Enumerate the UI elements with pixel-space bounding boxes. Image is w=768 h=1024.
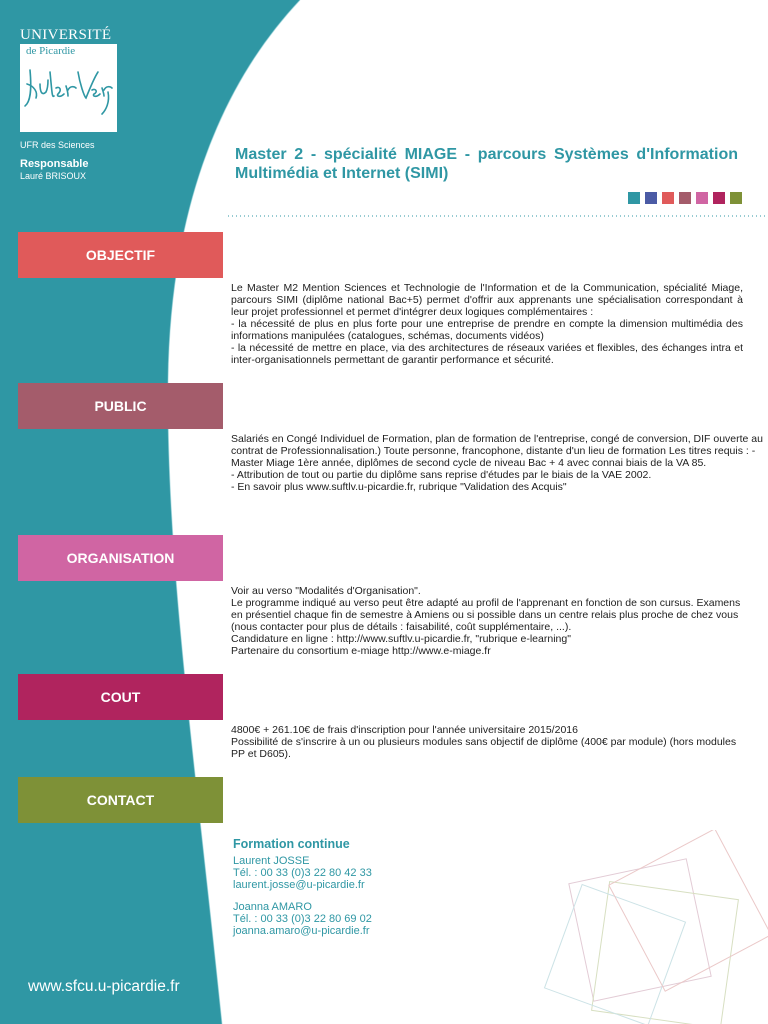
swatch — [696, 192, 708, 204]
swatch — [713, 192, 725, 204]
section-label-contact: CONTACT — [18, 777, 223, 823]
section-label-objectif: OBJECTIF — [18, 232, 223, 278]
decorative-squares — [520, 830, 768, 1024]
responsable-name: Lauré BRISOUX — [20, 171, 87, 181]
objectif-text: Le Master M2 Mention Sciences et Technologie de l'Information et de la Communication, spécialité Miage, parcours SIMI (diplôme national Bac+5) permet d'offrir aux apprenants une spécialisation correspondant à leur projet professionnel et permet d'intégrer deux logiques complémentaires : - la nécessité de plus en plus forte pour une entreprise de prendre en compte la dimension multimédia des informations manipulées (catalogues, schémas, documents vidéos) - la nécessité de mettre en place, via des architectures de réseaux variées et flexibles, des échanges intra et inter-organisationnels permettant de garantir performance et sécurité. — [231, 282, 743, 366]
contact-email[interactable]: joanna.amaro@u-picardie.fr — [233, 925, 370, 937]
swatch — [628, 192, 640, 204]
contact-email[interactable]: laurent.josse@u-picardie.fr — [233, 879, 365, 891]
contact-name: Joanna AMARO — [233, 901, 312, 913]
section-label-cout: COUT — [18, 674, 223, 720]
responsable-label: Responsable — [20, 158, 89, 170]
contact-title: Formation continue — [233, 837, 350, 851]
contact-phone: Tél. : 00 33 (0)3 22 80 69 02 — [233, 913, 372, 925]
contact-block — [233, 838, 372, 937]
university-name: UNIVERSITÉ — [20, 27, 112, 43]
public-text: Salariés en Congé Individuel de Formation, plan de formation de l'entreprise, congé de conversion, DIF ouverte au contrat de Professionnalisation.) Toute personne, francophone, distante d'un lieu de formation Les titres requis : - Master Miage 1ère année, diplômes de second cycle de niveau Bac + 4 avec connai biais de la VA 85. - Attribution de tout ou partie du diplôme sans reprise d'études par le biais de la VAE 2002. - En savoir plus www.suftlv.u-picardie.fr, rubrique "Validation des Acquis" — [231, 433, 763, 493]
ufr-label: UFR des Sciences — [20, 140, 95, 150]
university-subtitle: de Picardie — [26, 45, 76, 57]
contact-phone: Tél. : 00 33 (0)3 22 80 42 33 — [233, 867, 372, 879]
contact-name: Laurent JOSSE — [233, 855, 310, 867]
swatch — [662, 192, 674, 204]
jules-verne-signature-logo — [22, 62, 115, 122]
swatch — [730, 192, 742, 204]
website-link[interactable]: www.sfcu.u-picardie.fr — [28, 978, 180, 995]
page-title: Master 2 - spécialité MIAGE - parcours Systèmes d'Information Multimédia et Internet (SIMI) — [235, 146, 738, 182]
section-label-organisation: ORGANISATION — [18, 535, 223, 581]
cout-text: 4800€ + 261.10€ de frais d'inscription pour l'année universitaire 2015/2016 Possibilité de s'inscrire à un ou plusieurs modules sans objectif de diplôme (400€ par module) (hors modules PP et D605). — [231, 724, 737, 760]
swatch — [679, 192, 691, 204]
color-swatches — [628, 192, 742, 204]
swatch — [645, 192, 657, 204]
organisation-text: Voir au verso "Modalités d'Organisation". Le programme indiqué au verso peut être adapté au profil de l'apprenant en fonction de son cursus. Examens en présentiel chaque fin de semestre à Amiens ou si possible dans un centre relais plus proche de chez vous (nous contacter pour plus de détails : faisabilité, coût supplémentaire, ...). Candidature en ligne : http://www.suftlv.u-picardie.fr, "rubrique e-learning" Partenaire du consortium e-miage http://www.e-miage.fr — [231, 585, 741, 657]
dotted-divider — [228, 214, 768, 218]
section-label-public: PUBLIC — [18, 383, 223, 429]
